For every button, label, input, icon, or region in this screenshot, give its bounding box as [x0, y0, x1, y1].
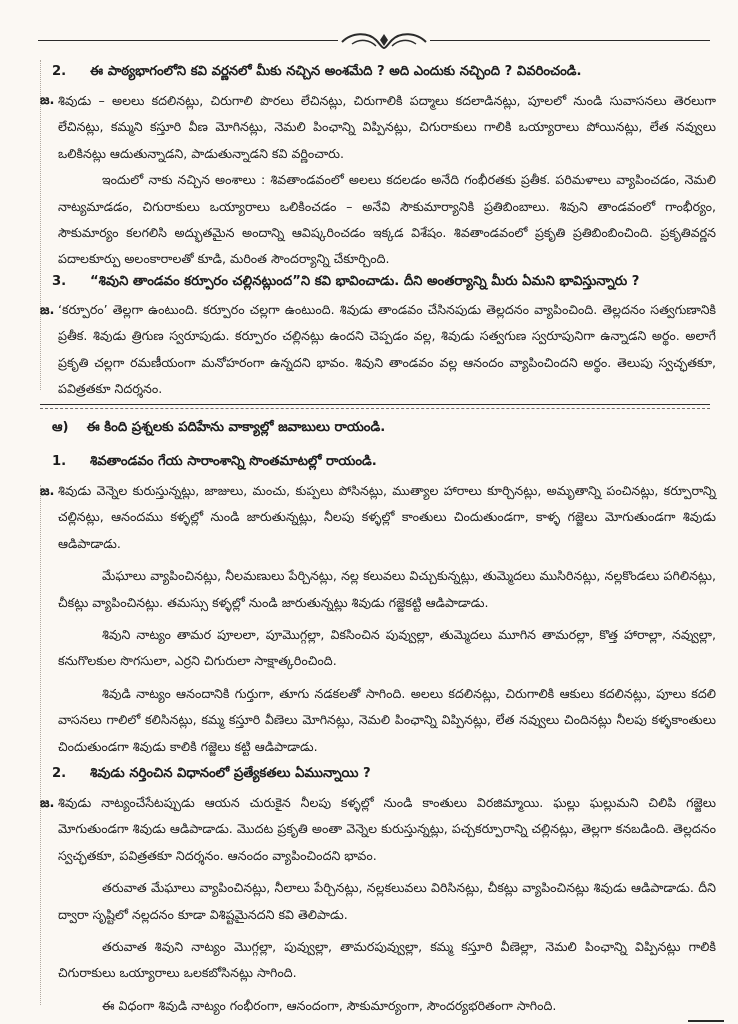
question-number: 2.	[52, 766, 67, 781]
question-text: ఈ పాఠ్యభాగంలోని కవి వర్ణనలో మీకు నచ్చిన అంశమేది ? అది ఎందుకు నచ్చింది ? వివరించండి.	[90, 64, 582, 79]
answer-label: జ.	[40, 93, 55, 108]
answer-paragraph: ఈ విధంగా శివుడి నాట్యం గంభీరంగా, ఆనందంగా, సౌకుమార్యంగా, సౌందర్యభరితంగా సాగింది.	[102, 997, 557, 1013]
answer-label: జ.	[40, 796, 55, 811]
section-heading	[52, 420, 385, 438]
section-mark: ఆ)	[52, 420, 69, 435]
answer-b2	[58, 790, 716, 1019]
answer-paragraph: ‘కర్పూరం’ తెల్లగా ఉంటుంది. కర్పూరం చల్లగా ఉంటుంది. శివుడు తాండవం చేసినపుడు తెల్లదనం వ్యాపించింది. తెల్లదనం సత్వగుణానికి ప్రతీక. శివుడు త్రిగుణ స్వరూపుడు. కర్పూరం చల్లినట్లు ఉందని చెప్పడం వల్ల, శివుడు సత్వగుణ స్వరూపునిగా ఉన్నాడని అర్థం. అలాగే ప్రకృతి చల్లగా రమణీయంగా మనోహరంగా ఉన్నదని భావం. శివుని తాండవం వల్ల ఆనందం వ్యాపించిందని అర్థం. తెలుపు స్వచ్ఛతకూ, పవిత్రతకూ నిదర్శనం.	[58, 302, 717, 397]
section-title: ఈ కింది ప్రశ్నలకు పదిహేను వాక్యాల్లో జవాబులు రాయండి.	[86, 420, 386, 435]
question-number: 2.	[52, 64, 67, 79]
answer-paragraph: శివుడి నాట్యం ఆనందానికి గుర్తుగా, తూగు నడకలతో సాగింది. అలలు కదలినట్లు, చిరుగాలికి ఆకులు కదలినట్లు, పూలు కదలి వాసనలు గాలిలో కలిసినట్లు, కమ్మ కస్తూరి వీణెలు మోగినట్లు, నెమలి పింఛాన్ని విప్పినట్లు, లేత నవ్వులు చిందినట్లు నీలపు కళ్ళకాంతులు చిందుతుండగా శివుడు కాలికి గజ్జెలు కట్టి ఆడిపాడాడు.	[58, 685, 716, 754]
answer-paragraph: తరువాత శివుని నాట్యం మొగ్గల్లా, పువ్వుల్లా, తామరపువ్వుల్లా, కమ్మ కస్తూరి వీణెల్లా, నెమలి పింఛాన్ని విప్పినట్లు గాలికి చిగురాకులు ఒయ్యారాలు ఒలకబోసినట్లు సాగింది.	[58, 939, 716, 981]
question-text: “శివుని తాండవం కర్పూరం చల్లినట్లుంద”ని కవి భావించాడు. దీని అంతర్యాన్ని మీరు ఏమని భావిస్తున్నారు ?	[90, 274, 640, 289]
answer-paragraph: శివుడు – అలలు కదలినట్లు, చిరుగాలి పొరలు లేచినట్లు, చిరుగాలికి పద్మాలు కదలాడినట్లు, పూలలో నుండి సువాసనలు తెరలుగా లేచినట్లు, కమ్మని కస్తూరి వీణ మోగినట్లు, నెమలి పింఛాన్ని విప్పినట్లు, చిగురాకులు గాలికి ఒయ్యారాలు పోయినట్లు, లేత నవ్వులు ఒలికినట్లు ఆదుతున్నాడని, పాడుతున్నాడని కవి వర్ణించారు.	[58, 93, 716, 161]
answer-paragraph: శివుని నాట్యం తామర పూలలా, పూమొగ్గల్లా, వికసించిన పువ్వుల్లా, తుమ్మెదలు మూగిన తామరల్లా, కొత్త హారాల్లా, నవ్వుల్లా, కనుగొలకుల సొగసులా, ఎర్రని చిగురులా సాక్షాత్కరించింది.	[58, 627, 716, 669]
margin-dots	[40, 485, 45, 1005]
answer-q2	[58, 88, 716, 273]
answer-paragraph: ఇందులో నాకు నచ్చిన అంశాలు : శివతాండవంలో అలలు కదలడం అనేది గంభీరతకు ప్రతీక. పరిమళాలు వ్యాపించడం, నెమలి నాట్యమాడడం, చిగురాకులు ఒయ్యారాలు ఒలికించడం – అనేవి సౌకుమార్యానికి ప్రతిబింబాలు. శివుని తాండవంలో గాంభీర్యం, సౌకుమార్యం కలగలిసి అద్భుతమైన అందాన్ని ఆవిష్కరించడం ఇక్కడ విశేషం. శివతాండవంలో ప్రకృతి ప్రతిబింబించింది. ప్రకృతివర్ణన పదాలకూర్పు అలంకారాలతో కూడి, మరింత సౌందర్యాన్ని చేకూర్చింది.	[58, 172, 716, 267]
answer-label: జ.	[40, 484, 55, 499]
question-number: 1.	[52, 454, 67, 469]
section-divider	[40, 404, 710, 405]
answer-paragraph: శివుడు నాట్యంచేసేటప్పుడు ఆయన చురుకైన నీలపు కళ్ళల్లో నుండి కాంతులు విరజిమ్మాయి. ఘల్లు ఘల్లుమని చిలిపి గజ్జెలు మోగుతుండగా శివుడు ఆడిపాడాడు. మొదట ప్రకృతి అంతా వెన్నెల కురుస్తున్నట్లు, పచ్చకర్పూరాన్ని చల్లినట్లు, తెల్లగా కనబడింది. తెల్లదనం స్వచ్ఛతకూ, పవిత్రతకూ నిదర్శనం. ఆనందం వ్యాపించిందని భావం.	[58, 795, 716, 863]
answer-paragraph: శివుడు వెన్నెల కురుస్తున్నట్లు, జాజులు, మంచు, కుప్పలు పోసినట్లు, ముత్యాల హారాలు కూర్చినట్లు, అమృతాన్ని పంచినట్లు, కర్పూరాన్ని చల్లినట్లు, ఆనందము కళ్ళల్లో నుండి జారుతున్నట్లు, నీలపు కళ్ళల్లో కాంతులు చిందుతుండగా, కాళ్ళ గజ్జెలు మోగుతుండగా శివుడు ఆడిపాడాడు.	[58, 483, 716, 551]
answer-q3	[58, 297, 716, 403]
answer-label: జ.	[40, 303, 55, 318]
bottom-rule	[688, 1020, 724, 1022]
answer-paragraph: మేఘాలు వ్యాపించినట్లు, నీలమణులు పేర్చినట్లు, నల్ల కలువలు విచ్చుకున్నట్లు, తుమ్మెదలు ముసిరినట్లు, నల్లకొండలు పగిలినట్లు, చీకట్లు వ్యాపించినట్లు. తమస్సు కళ్ళల్లో నుండి జారుతున్నట్లు శివుడు గజ్జెకట్టి ఆడిపాడాడు.	[58, 568, 716, 610]
ornament-icon	[338, 28, 430, 54]
answer-paragraph: తరువాత మేఘాలు వ్యాపించినట్లు, నీలాలు పేర్చినట్లు, నల్లకలువలు విరిసినట్లు, చీకట్లు వ్యాపించినట్లు శివుడు ఆడిపాడాడు. దీని ద్వారా సృష్టిలో నల్లదనం కూడా విశిష్టమైనదని కవి తెలిపాడు.	[58, 880, 716, 922]
question-text: శివతాండవం గేయ సారాంశాన్ని సొంతమాటల్లో రాయండి.	[90, 454, 377, 469]
answer-b1	[58, 478, 716, 760]
question-number: 3.	[52, 274, 67, 289]
question-text: శివుడు నర్తించిన విధానంలో ప్రత్యేకతలు ఏమున్నాయి ?	[90, 766, 371, 781]
section-divider-dashed	[40, 408, 710, 409]
